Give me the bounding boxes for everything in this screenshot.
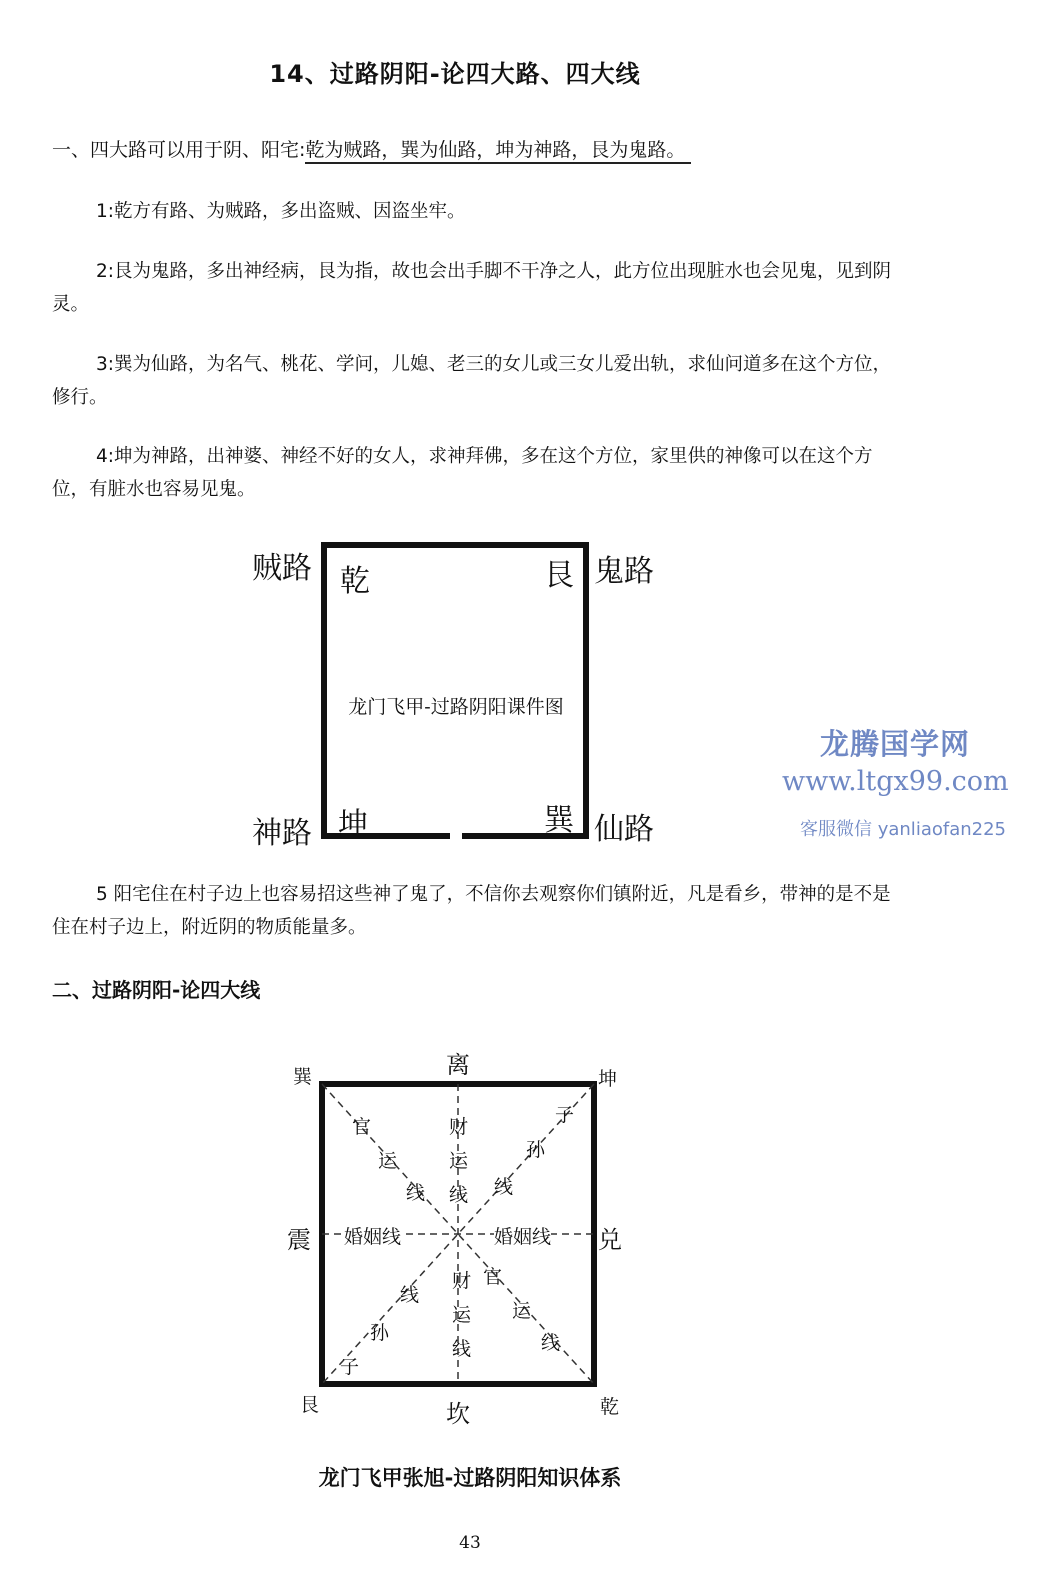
diagram1-outer-tr: 鬼路 [594,554,654,589]
diagram2-right: 兑 [598,1226,622,1254]
official-line-top-char2: 运 [378,1150,398,1172]
paragraph-2: 2:艮为鬼路，多出神经病，艮为指，故也会出手脚不干净之人，此方位出现脏水也会见鬼，见到阴灵。 [52,261,892,315]
diagram1-outer-bl: 神路 [252,816,312,851]
figure-caption: 龙门飞甲张旭-过路阴阳知识体系 [318,1466,622,1490]
wealth-line-top-char1: 财 [449,1116,469,1138]
children-line-top-char2: 孙 [526,1139,546,1161]
official-line-top-char3: 线 [406,1182,426,1204]
diagram1-inner-bl: 坤 [338,807,368,842]
official-line-bottom-char1: 官 [483,1266,503,1288]
children-line-bottom-char2: 孙 [370,1322,390,1344]
wealth-line-top-char2: 运 [449,1150,469,1172]
diagram1-outer-tl: 贼路 [252,551,312,586]
watermark-name: 龙腾国学网 [820,727,971,761]
diagram1-inner-br: 巽 [544,803,574,838]
official-line-bottom-char3: 线 [541,1332,561,1354]
section1-heading-underlined: 乾为贼路，巽为仙路，坤为神路，艮为鬼路。 [305,139,691,164]
diagram2-bottom: 坎 [446,1400,470,1428]
wealth-line-bottom-char2: 运 [452,1304,472,1326]
diagram1-inner-tl: 乾 [340,564,370,599]
diagram2-bottom-left: 艮 [300,1394,320,1416]
page-title: 14、过路阴阳-论四大路、四大线 [269,60,641,88]
paragraph-1: 1:乾方有路、为贼路，多出盗贼、因盗坐牢。 [96,201,466,222]
children-line-top-char1: 子 [555,1104,575,1126]
section2-heading: 二、过路阴阳-论四大线 [52,978,261,1002]
paragraph-4: 4:坤为神路，出神婆、神经不好的女人，求神拜佛，多在这个方位，家里供的神像可以在这个方位，有脏水也容易见鬼。 [52,446,873,500]
wealth-line-bottom-char1: 财 [452,1270,472,1292]
official-line-bottom-char2: 运 [512,1300,532,1322]
wealth-line-top-char3: 线 [449,1184,469,1206]
diagram1-inner-tr: 艮 [544,558,574,593]
section1-heading-prefix: 一、四大路可以用于阴、阳宅: [52,139,306,161]
wealth-line-bottom-char3: 线 [452,1338,472,1360]
diagram1-center-label: 龙门飞甲-过路阴阳课件图 [348,696,564,718]
marriage-line-right: 婚姻线 [494,1222,551,1249]
official-line-top-char1: 官 [352,1116,372,1138]
children-line-top-char3: 线 [494,1176,514,1198]
children-line-bottom-char3: 线 [400,1284,420,1306]
diagram1-outer-br: 仙路 [594,812,654,847]
page-number: 43 [459,1533,481,1553]
paragraph-3: 3:巽为仙路，为名气、桃花、学问，儿媳、老三的女儿或三女儿爱出轨，求仙问道多在这个方位，修行。 [52,354,892,408]
watermark-url: www.ltgx99.com [782,766,1009,797]
children-line-bottom-char1: 子 [340,1356,360,1378]
diagram2-top: 离 [446,1051,470,1079]
diagram2-top-right: 坤 [598,1068,618,1090]
diagram2-bottom-right: 乾 [600,1396,620,1418]
marriage-line-left: 婚姻线 [344,1222,401,1249]
watermark-contact: 客服微信 yanliaofan225 [800,819,1006,840]
diagram2-left: 震 [287,1226,311,1254]
paragraph-5: 5 阳宅住在村子边上也容易招这些神了鬼了，不信你去观察你们镇附近，凡是看乡，带神的是不是住在村子边上，附近阴的物质能量多。 [52,884,891,938]
diagram2-top-left: 巽 [293,1066,313,1088]
